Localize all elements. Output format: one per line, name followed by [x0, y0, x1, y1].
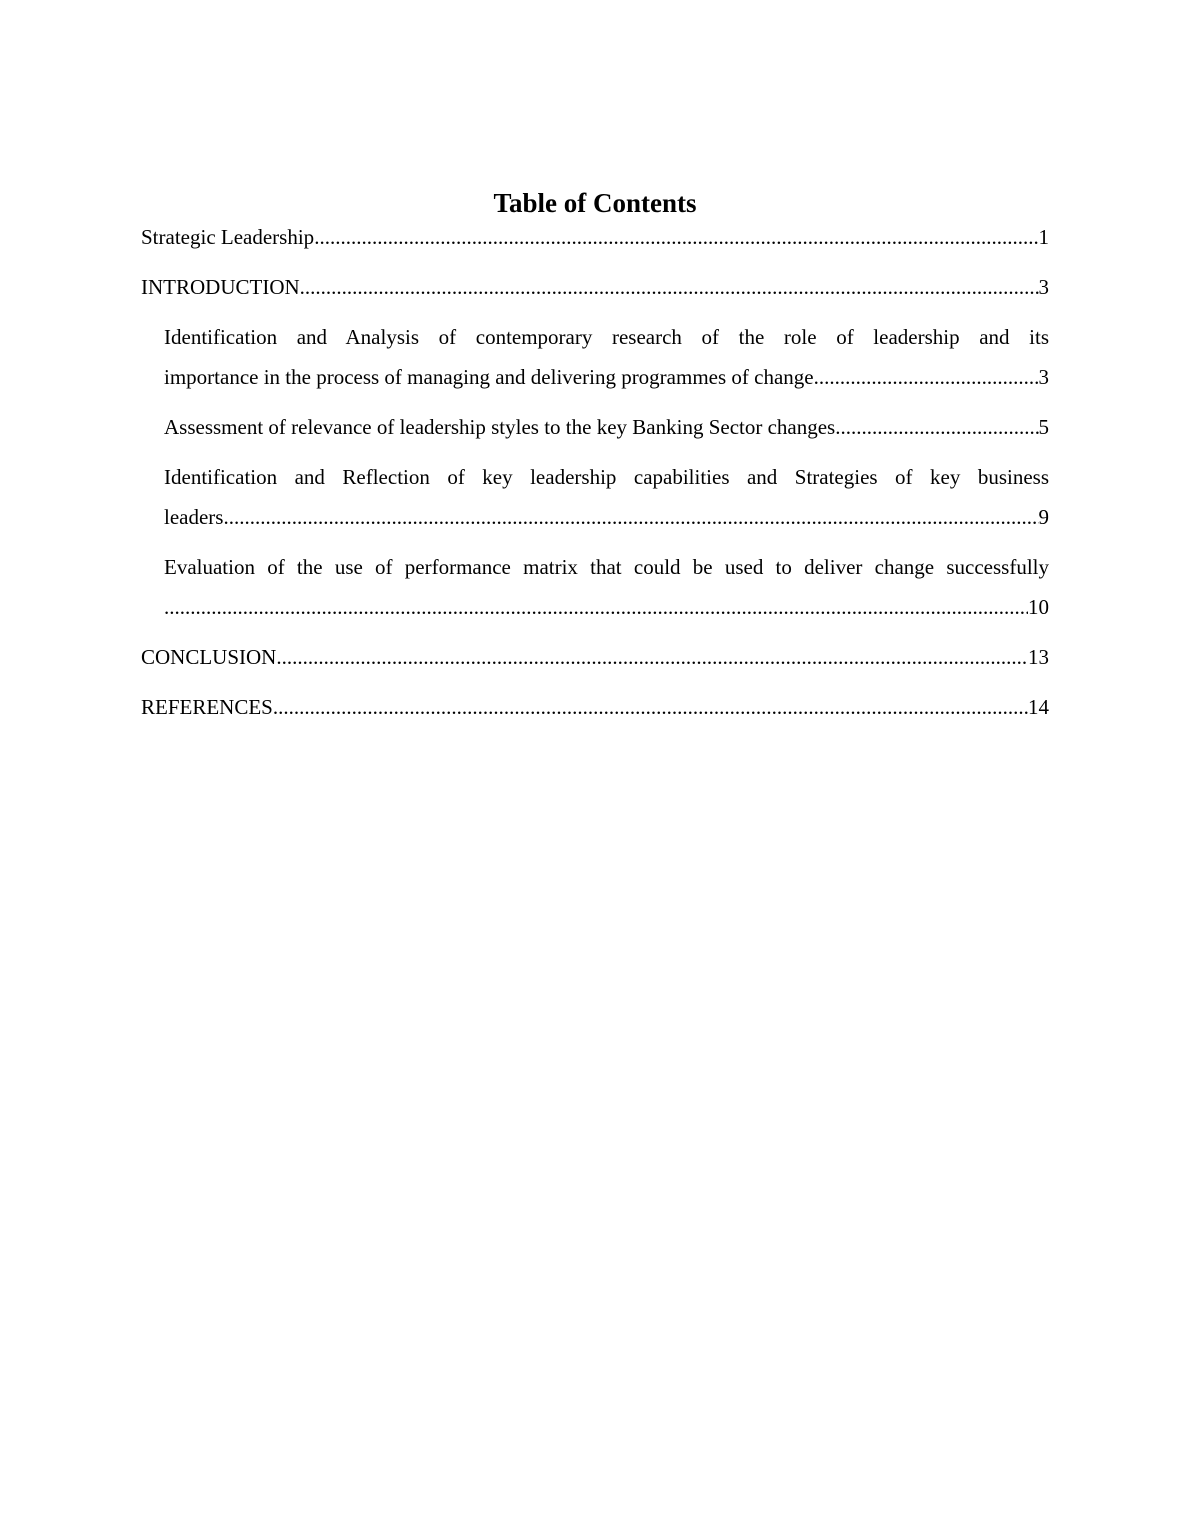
- toc-entry-identification-analysis[interactable]: [164, 317, 1049, 397]
- toc-entry-text-line1[interactable]: Evaluation of the use of performance matrix that could be used to deliver change successfully: [164, 555, 1049, 579]
- toc-entry-assessment[interactable]: [164, 407, 1049, 447]
- toc-entry-text[interactable]: CONCLUSION: [141, 645, 277, 669]
- dot-leader: [276, 637, 1028, 677]
- toc-entry-row[interactable]: [164, 407, 1049, 447]
- toc-page-number[interactable]: 14: [1028, 695, 1049, 719]
- dot-leader: [273, 687, 1028, 727]
- toc-entry-text[interactable]: leaders: [164, 505, 224, 529]
- toc-page-number[interactable]: 3: [1038, 275, 1049, 299]
- toc-entry-conclusion[interactable]: [141, 637, 1049, 677]
- toc-page-number[interactable]: 13: [1028, 645, 1049, 669]
- toc-title: Table of Contents: [493, 188, 697, 218]
- toc-entry-text-line1[interactable]: Identification and Reflection of key leadership capabilities and Strategies of key business: [164, 465, 1049, 489]
- toc-entry-text[interactable]: INTRODUCTION: [141, 275, 300, 299]
- toc-page-number[interactable]: 10: [1028, 595, 1049, 619]
- toc-entry-strategic-leadership[interactable]: [141, 217, 1049, 257]
- dot-leader: [164, 587, 1028, 627]
- toc-entry-text[interactable]: Strategic Leadership: [141, 225, 315, 249]
- toc-entry-evaluation[interactable]: [164, 547, 1049, 627]
- toc-entry-text[interactable]: Assessment of relevance of leadership styles to the key Banking Sector changes: [164, 415, 836, 439]
- toc-entry-row[interactable]: [164, 357, 1049, 397]
- toc-entry-introduction[interactable]: [141, 267, 1049, 307]
- toc-entry-row[interactable]: [164, 587, 1049, 627]
- toc-entry-identification-reflection[interactable]: [164, 457, 1049, 537]
- toc-entry-references[interactable]: [141, 687, 1049, 727]
- toc-entry-row[interactable]: [141, 217, 1049, 257]
- toc-page-number[interactable]: 1: [1038, 225, 1049, 249]
- toc-entry-row[interactable]: [164, 497, 1049, 537]
- toc-entry-row[interactable]: [141, 637, 1049, 677]
- dot-leader: [314, 217, 1038, 257]
- dot-leader: [835, 407, 1038, 447]
- toc-entry-row[interactable]: [141, 687, 1049, 727]
- toc-page-number[interactable]: 5: [1038, 415, 1049, 439]
- dot-leader: [814, 357, 1039, 397]
- dot-leader: [300, 267, 1039, 307]
- toc-entry-text-line1[interactable]: Identification and Analysis of contemporary research of the role of leadership and its: [164, 325, 1049, 349]
- toc-entry-text[interactable]: REFERENCES: [141, 695, 273, 719]
- toc-page-number[interactable]: 9: [1038, 505, 1049, 529]
- toc-entry-text[interactable]: importance in the process of managing and delivering programmes of change: [164, 365, 814, 389]
- toc-entry-row[interactable]: [141, 267, 1049, 307]
- dot-leader: [223, 497, 1038, 537]
- toc-page-number[interactable]: 3: [1038, 365, 1049, 389]
